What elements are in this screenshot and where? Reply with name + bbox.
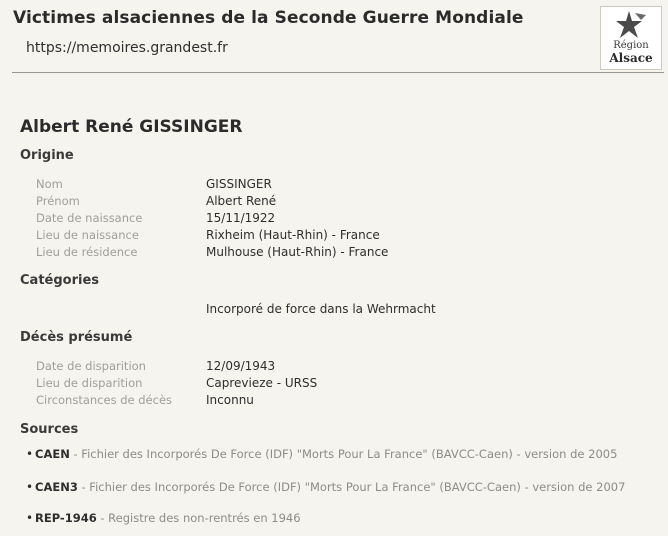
- bullet-icon: •: [26, 447, 34, 461]
- field-label: Date de naissance: [36, 211, 143, 225]
- source-description: - Fichier des Incorporés De Force (IDF) "Morts Pour La France" (BAVCC-Caen) - version de 2005: [69, 447, 618, 461]
- bullet-icon: •: [26, 511, 34, 525]
- section-title-sources: Sources: [20, 422, 79, 437]
- section-title-origine: Origine: [20, 148, 74, 163]
- logo-alsace-text: Alsace: [609, 51, 653, 65]
- person-name: Albert René GISSINGER: [20, 117, 243, 137]
- bullet-icon: •: [26, 480, 34, 494]
- field-label: Date de disparition: [36, 359, 146, 373]
- field-value: Mulhouse (Haut-Rhin) - France: [206, 245, 389, 259]
- source-item: [26, 447, 641, 462]
- star-icon: [613, 9, 649, 41]
- source-item: [26, 511, 641, 526]
- field-row-date-disparition: [0, 359, 668, 376]
- field-label: Nom: [36, 177, 63, 191]
- field-value: 12/09/1943: [206, 359, 276, 373]
- field-label: Lieu de résidence: [36, 245, 138, 259]
- source-description: - Fichier des Incorporés De Force (IDF) "Morts Pour La France" (BAVCC-Caen) - version de 2007: [77, 480, 626, 494]
- field-row-circonstances: [0, 393, 668, 410]
- field-row-lieu-naissance: [0, 228, 668, 245]
- field-value: Rixheim (Haut-Rhin) - France: [206, 228, 380, 242]
- source-code: REP-1946: [35, 511, 97, 525]
- header-divider: [12, 72, 664, 73]
- logo-region-text: Région: [613, 40, 649, 51]
- field-row-lieu-disparition: [0, 376, 668, 393]
- source-code: CAEN: [35, 447, 70, 461]
- region-alsace-logo[interactable]: [600, 6, 662, 70]
- field-label: Lieu de naissance: [36, 228, 139, 242]
- source-code: CAEN3: [35, 480, 78, 494]
- field-value: GISSINGER: [206, 177, 272, 191]
- field-value: Caprevieze - URSS: [206, 376, 318, 390]
- categories-row: [0, 302, 668, 319]
- field-label: Circonstances de décès: [36, 393, 173, 407]
- source-item: [26, 480, 641, 495]
- field-row-prenom: [0, 194, 668, 211]
- source-description: - Registre des non-rentrés en 1946: [96, 511, 301, 525]
- field-value: Albert René: [206, 194, 277, 208]
- field-label: Prénom: [36, 194, 80, 208]
- site-url[interactable]: https://memoires.grandest.fr: [26, 40, 228, 56]
- site-title: Victimes alsaciennes de la Seconde Guerre Mondiale: [13, 8, 524, 28]
- section-title-deces: Décès présumé: [20, 330, 133, 345]
- page-header: [0, 0, 668, 72]
- field-row-lieu-residence: [0, 245, 668, 262]
- category-value: Incorporé de force dans la Wehrmacht: [206, 302, 436, 316]
- field-row-nom: [0, 177, 668, 194]
- field-value: 15/11/1922: [206, 211, 276, 225]
- section-title-categories: Catégories: [20, 273, 100, 288]
- field-row-date-naissance: [0, 211, 668, 228]
- field-value: Inconnu: [206, 393, 254, 407]
- field-label: Lieu de disparition: [36, 376, 143, 390]
